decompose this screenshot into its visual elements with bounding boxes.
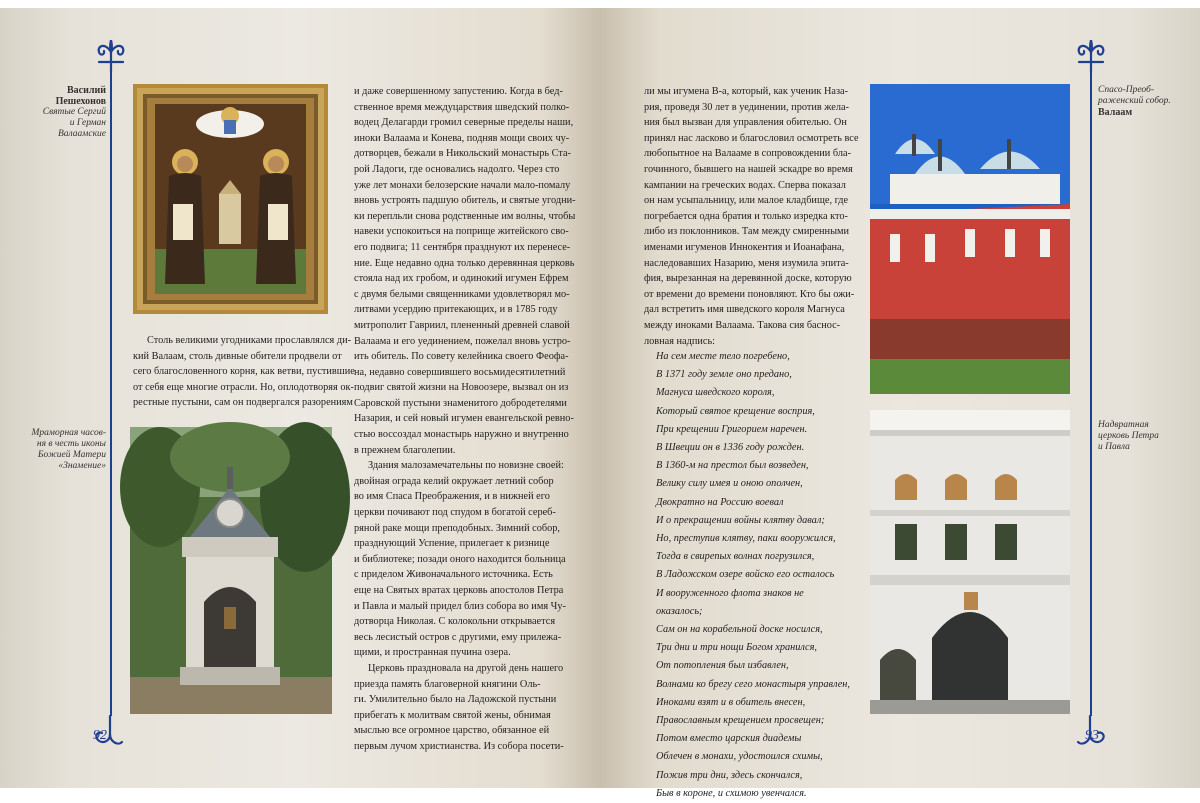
top-margin <box>0 0 1200 8</box>
text-line: щими, и пространная пучина озера. <box>354 647 511 659</box>
poem-line: Тогда в свирепых волнах погрузился, <box>656 551 815 563</box>
middle-right-column-text <box>644 84 859 349</box>
text-line: между иноками Валаама. Такова сия баснос- <box>644 319 841 331</box>
text-line: рой Ладоги, где основались надолго. Через сто <box>354 163 560 175</box>
text-line: ловная надпись: <box>644 335 716 347</box>
text-line: Здания малозамечательны по новизне своей: <box>368 460 564 472</box>
cathedral-photo <box>870 84 1070 394</box>
poem-line: При крещении Григорием наречен. <box>656 423 808 435</box>
text-line: двойная ограда келий окружает летний собор <box>354 475 554 487</box>
poem-line: Двократно на Россию воевал <box>656 496 784 508</box>
text-line: любопытное на Валааме в сопровождении бла- <box>644 148 851 160</box>
poem-line: Три дни и три нощи Богом хранился, <box>656 642 817 654</box>
poem-line: В 1371 году земле оно предано, <box>656 369 792 381</box>
poem-line: Иноками взят и в обитель внесен, <box>656 696 806 708</box>
text-line: рия, проведя 30 лет в уединении, против жела- <box>644 101 849 113</box>
text-line: вновь устроять падшую обитель, и святые угодни- <box>354 195 576 207</box>
text-line: прибегать к молитвам святой жены, обнимая <box>354 709 551 721</box>
poem-line: В 1360-м на престол был возведен, <box>656 460 809 472</box>
text-line: либо из поклонников. Там между смиренными <box>644 226 850 238</box>
text-line: Валаама и его уединением, пожелал вновь устро- <box>354 335 571 347</box>
chapel-photo <box>130 427 332 714</box>
text-line: весь лесистый остров с другими, ему прилежа- <box>354 631 562 643</box>
right-margin-rule <box>1090 68 1092 716</box>
gate-church-photo <box>870 410 1070 714</box>
text-line: еще на Святых вратах церковь апостолов Петра <box>354 585 564 596</box>
poem-line: Облечен в монахи, удостоился схимы, <box>656 751 823 763</box>
poem-line: На сем месте тело погребено, <box>656 351 790 362</box>
poem-line: Потом вместо царския диадемы <box>656 733 802 745</box>
text-line: стью воссоздал монастырь наружно и внутренно <box>354 429 569 441</box>
text-line: погребается одна братия и только изредка кто- <box>644 210 848 222</box>
poem-line: От потопления был избавлен, <box>656 660 789 672</box>
poem-line: Который святое крещение восприя, <box>656 405 815 417</box>
poem-line: В Швеции он в 1336 году рожден. <box>656 442 805 454</box>
icon-saints-image <box>133 84 328 314</box>
text-line: празднующий Успение, прилегает к ризнице <box>354 538 550 550</box>
text-line: и библиотеке; позади оного находится больница <box>354 553 566 565</box>
poem-line: И о прекращении войны клятву давал; <box>656 514 825 526</box>
text-line: подвиг святой жизни на Новоозере, вызвал он из <box>354 382 569 394</box>
text-line: церкви почивают под спудом в богатой сереб- <box>354 507 556 519</box>
text-line: Церковь праздновала на другой день нашего <box>368 662 564 674</box>
text-line: ги. Умилительно было на Ладожской пустыни <box>354 694 557 706</box>
text-line: ли мы игумена В-а, который, как ученик Наза- <box>644 86 849 97</box>
left-column-text: Столь великими угодниками прославлялся ди- кий Валаам, столь дивные обители продвели от сего благословенного корня, как ветви, пустившие от себя еще многие отрасли. Но, оплодотворяя ок- рестные пустыни, сам он подвергался разорениям <box>133 335 355 409</box>
chapel-caption: Мраморная часов- ня в честь иконы Божией Матери «Знамение» <box>31 428 106 471</box>
left-margin-rule <box>110 68 112 716</box>
middle-left-column-text <box>354 84 576 755</box>
text-line: иноки Валаама и Конева, подняв мощи своих чу- <box>354 132 570 144</box>
text-line: и Павла и малый придел близ собора во имя Чу- <box>354 600 566 612</box>
text-line: ния был вызван для управления обителью. Он <box>644 117 847 129</box>
poem-line: Волнами ко брегу сего монастыря управлен, <box>656 678 850 690</box>
text-line: он нам усыпальницу, или малое кладбище, где <box>644 195 849 207</box>
text-line: первым лучом христианства. Из собора посети- <box>354 740 564 752</box>
text-line: митрополит Гавриил, плененный древней славой <box>354 319 570 331</box>
poem-line: Сам он на корабельной доске носился, <box>656 624 823 636</box>
text-line: ственное время междуцарствия шведский полко- <box>354 101 570 113</box>
text-line: мыслью все огромное царство, обязанное ей <box>354 725 550 737</box>
poem-line: Быв в короне, и схимою увенчался. <box>656 787 807 799</box>
poem-line: И вооруженного флота знаков не <box>656 587 804 599</box>
text-line: дотворца Николая. С колокольни открывается <box>354 616 556 628</box>
text-line: во имя Спаса Преображения, и в нижней его <box>354 491 550 503</box>
text-line: ки перепльли снова родственные им волны, чтобы <box>354 210 576 222</box>
text-line: наследовавших Назарию, меня изумила эпита- <box>644 257 849 269</box>
text-line: приезда память благоверной княгини Оль- <box>354 678 541 690</box>
poem-line: В Ладожском озере войско его осталось <box>656 569 835 581</box>
fleur-ornament-icon <box>1071 38 1111 74</box>
cathedral-caption: Спасо-Преоб- раженский собор. Валаам <box>1098 85 1171 118</box>
text-line: его подвига; 11 сентября празднуют их перенесе- <box>354 241 571 253</box>
text-line: литвами усердию притекающих, и в 1785 году <box>354 304 558 316</box>
poem-line: Пожив три дни, здесь скончался, <box>656 769 803 781</box>
fleur-ornament-icon <box>91 38 131 74</box>
page-number-right: 93 <box>1085 728 1099 743</box>
text-line: водец Делагарди громил северные пределы наши, <box>354 117 574 129</box>
text-line: уже лет монахи белозерские начали мало-помалу <box>354 179 571 191</box>
text-line: дал встретить имя шведского короля Магнуса <box>644 304 845 316</box>
text-line: в прежнем благолепии. <box>354 444 456 456</box>
text-line: фия, вырезанная на деревянной доске, которую <box>644 273 852 285</box>
text-line: и даже совершенному запустению. Когда в бед- <box>354 86 563 97</box>
text-line: гочинного, бывшего на нашей эскадре во время <box>644 163 853 175</box>
text-line: именами игуменов Иннокентия и Иоанафана, <box>644 241 845 253</box>
text-line: с приделом Живоначального источника. Есть <box>354 569 553 581</box>
text-line: кампании на греческих водах. Сперва показал <box>644 179 846 191</box>
text-line: навеки успокоиться на поприще житейского сво- <box>354 226 569 238</box>
text-line: ряной раке мощи преподобных. Зимний собор, <box>354 522 560 534</box>
text-line: принял нас ласково и благословил осмотреть все <box>644 132 859 144</box>
poem-line: Магнуса шведского короля, <box>656 387 775 399</box>
text-line: Назария, и сей новый игумен евангельской ревно- <box>354 413 574 425</box>
text-line: ние. Еще недавно одна только деревянная церковь <box>354 257 575 269</box>
poem-line: Но, преступив клятву, паки вооружился, <box>656 533 836 545</box>
text-line: от времени до времени поновляют. Кто бы ожи- <box>644 288 855 300</box>
text-line: дотворцев, бежали в Никольский монастырь Ста- <box>354 148 571 160</box>
gate-church-caption: Надвратная церковь Петра и Павла <box>1098 420 1159 452</box>
text-line: Саровской пустыни знаменитого добродетелями <box>354 397 567 409</box>
page-number-left: 92 <box>93 728 107 743</box>
poem-line: Православным крещением просвещен; <box>656 715 825 727</box>
bottom-margin <box>0 788 1200 800</box>
text-line: стояла над их гробом, и одинокий игумен Ефрем <box>354 273 569 285</box>
text-line: с двумя белыми священниками удовлетворял мо- <box>354 288 570 300</box>
icon-caption: Василий Пешехонов Святые Сергий и Герман Валаамские <box>42 85 106 139</box>
poem-line: оказалось; <box>656 605 703 617</box>
epitaph-poem <box>656 348 866 803</box>
text-line: на, недавно совершившего восьмидесятилетний <box>354 366 566 378</box>
poem-line: Велику силу имея и оною ополчен, <box>656 478 803 490</box>
text-line: ить обитель. По совету келейника своего Феофа- <box>354 351 569 363</box>
